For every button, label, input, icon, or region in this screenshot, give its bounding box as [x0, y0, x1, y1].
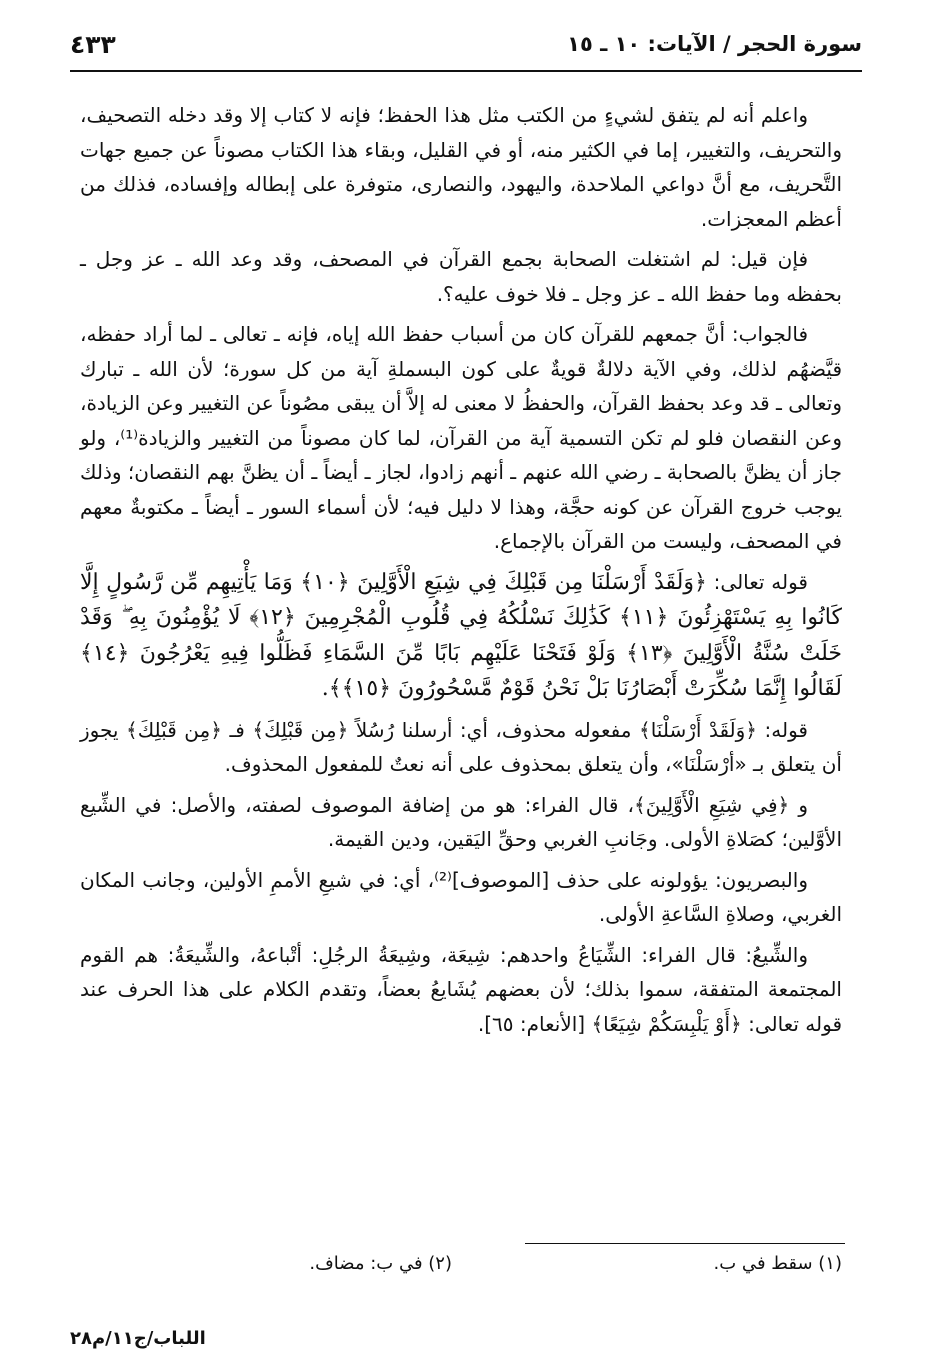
surah-reference: سورة الحجر / الآيات: ١٠ ـ ١٥	[567, 32, 862, 56]
running-header	[70, 30, 862, 72]
footnote-2: (٢) في ب: مضاف.	[309, 1253, 452, 1274]
commentary-paragraph: قوله: ﴿وَلَقَدْ أَرْسَلْنَا﴾ مفعوله محذوف، أي: أرسلنا رُسُلاً ﴿مِن قَبْلِكَ﴾ فـ ﴿مِن قَبْلِكَ﴾ يجوز أن يتعلق بـ «أرْسَلْنَا»، وأن يتعلق بمحذوف على أنه نعتٌ للمفعول المحذوف.	[80, 717, 842, 776]
footnote-divider	[525, 1243, 845, 1244]
paragraph-question: فإن قيل: لم اشتغلت الصحابة بجمع القرآن في المصحف، وقد وعد الله ـ عز وجل ـ بحفظه وما حفظ الله ـ عز وجل ـ فلا خوف عليه؟.	[80, 247, 842, 306]
quran-verse-text: ﴿وَلَقَدْ أَرْسَلْنَا مِن قَبْلِكَ فِي شِيَعِ الْأَوَّلِينَ ﴿١٠﴾ وَمَا يَأْتِيهِم مِّن رَّسُولٍ إِلَّا كَانُوا بِهِ يَسْتَهْزِئُونَ ﴿١١﴾ كَذَٰلِكَ نَسْلُكُهُ فِي قُلُوبِ الْمُجْرِمِينَ ﴿١٢﴾ لَا يُؤْمِنُونَ بِهِ ۖ وَقَدْ خَلَتْ سُنَّةُ الْأَوَّلِينَ ﴿١٣﴾ وَلَوْ فَتَحْنَا عَلَيْهِم بَابًا مِّنَ السَّمَاءِ فَظَلُّوا فِيهِ يَعْرُجُونَ ﴿١٤﴾ لَقَالُوا إِنَّمَا سُكِّرَتْ أَبْصَارُنَا بَلْ نَحْنُ قَوْمٌ مَّسْحُورُونَ ﴿١٥﴾﴾.	[80, 569, 842, 701]
volume-signature: اللباب/ج١١/م٢٨	[70, 1328, 206, 1349]
verse-intro: قوله تعالى:	[713, 569, 808, 594]
main-text	[80, 98, 842, 1047]
commentary-paragraph: والبصريون: يؤولونه على حذف [الموصوف]⁽²⁾، أي: في شيعِ الأممِ الأولين، وجانب المكان الغربي، وصلاةِ السَّاعةِ الأولى.	[80, 867, 842, 926]
commentary-paragraph: والشِّيعُ: قال الفراء: الشِّيَاعُ واحدهم: شِيعَة، وشِيعَةُ الرجُلِ: أتْباعهُ، والشِّيعَةُ: هم القوم المجتمعة المتفقة، سموا بذلك؛ لأن بعضهم يُشَايعُ بعضاً، وتقدم الكلام على هذا الحرف عند قوله تعالى: ﴿أَوْ يَلْبِسَكُمْ شِيَعًا﴾ [الأنعام: ٦٥].	[80, 942, 842, 1036]
commentary-paragraph: و ﴿فِي شِيَعِ الْأَوَّلِينَ﴾، قال الفراء: هو من إضافة الموصوف لصفته، والأصل: في الشِّيع الأوَّلين؛ كصَلاةِ الأولى. وجَانبِ الغربي وحقِّ اليَقين، ودين القيمة.	[80, 792, 842, 851]
verse-paragraph	[80, 565, 842, 707]
paragraph-preservation: واعلم أنه لم يتفق لشيءٍ من الكتب مثل هذا الحفظ؛ فإنه لا كتاب إلا وقد دخله التصحيف، والتحريف، والتغيير، إما في الكثير منه، أو في القليل، وبقاء هذا الكتاب مصوناً عن جميع جهات التَّحريف، مع أنَّ دواعي الملاحدة، واليهود، والنصارى، متوفرة على إبطاله وإفساده، فذلك من أعظم المعجزات.	[80, 103, 842, 231]
footnote-1: (١) سقط في ب.	[713, 1253, 842, 1274]
paragraph-answer: فالجواب: أنَّ جمعهم للقرآن كان من أسباب حفظ الله إياه، فإنه ـ تعالى ـ لما أراد حفظه، قيَّضهُم لذلك، وفي الآية دلالةٌ قويةٌ على كون البسملةِ آية من كل سورة؛ لأن الله ـ تبارك وتعالى ـ قد وعد بحفظ القرآن، والحفظُ لا معنى له إلاَّ أن يبقى مصُوناً عن التغيير وعن الزيادة، وعن النقصان فلو لم تكن التسمية آية من القرآن، لما كان مصوناً من التغيير والزيادة⁽¹⁾، ولو جاز أن يظنَّ بالصحابة ـ رضي الله عنهم ـ أنهم زادوا، لجاز ـ أيضاً ـ أن يظنَّ بهم النقصان؛ وذلك يوجب خروج القرآن عن كونه حجَّة، وهذا لا دليل فيه؛ لأن أسماء السور ـ أيضاً ـ مكتوبةٌ معهم في المصحف، وليست من القرآن بالإجماع.	[80, 322, 843, 553]
page-number: ٤٣٣	[70, 30, 116, 59]
